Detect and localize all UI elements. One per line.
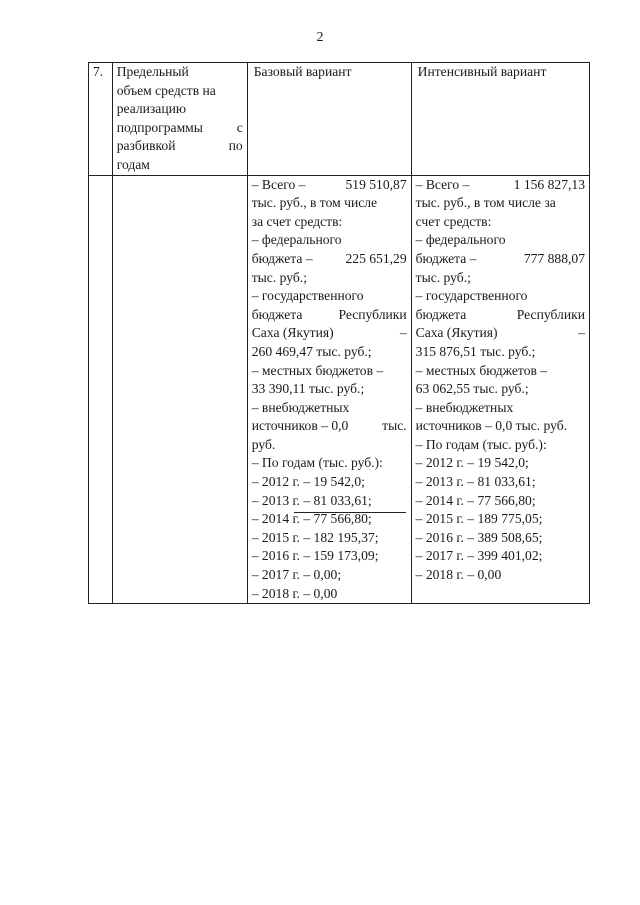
row-number-cell	[89, 63, 113, 176]
base-sakha-b: –	[399, 325, 407, 341]
base-years-heading: – По годам (тыс. руб.):	[251, 455, 383, 471]
intensive-year-item: – 2016 г. – 389 508,65;	[415, 529, 543, 545]
table-row	[89, 63, 590, 176]
funding-table	[88, 62, 590, 604]
intensive-year-item: – 2013 г. – 81 033,61;	[415, 474, 536, 490]
intensive-year-item: – 2014 г. – 77 566,80;	[415, 492, 536, 508]
row-label-cell	[112, 63, 247, 176]
intensive-year-item: – 2012 г. – 19 542,0;	[415, 455, 529, 471]
base-line: – местных бюджетов –	[251, 362, 384, 378]
label-line-5-end: по	[228, 138, 243, 154]
label-line-6: годам	[116, 156, 150, 172]
base-line: – внебюджетных	[251, 399, 350, 415]
base-republic-a: бюджета	[251, 306, 303, 322]
intensive-republic-a: бюджета	[415, 306, 467, 322]
label-line-4-word: подпрограммы	[116, 119, 203, 135]
table-row	[89, 175, 590, 604]
base-sources-a: источников – 0,0	[251, 418, 349, 434]
base-year-item: – 2015 г. – 182 195,37;	[251, 529, 379, 545]
base-sakha-a: Саха (Якутия)	[251, 325, 334, 341]
intensive-total-value: 1 156 827,13	[513, 176, 585, 192]
empty-cell	[89, 175, 113, 604]
base-federal-label: бюджета –	[251, 250, 313, 266]
intensive-total	[416, 176, 585, 195]
intensive-line: – внебюджетных	[415, 399, 514, 415]
intensive-line: – местных бюджетов –	[415, 362, 548, 378]
label-line-1: Предельный	[116, 64, 189, 79]
intensive-federal	[416, 250, 585, 269]
base-line: 33 390,11 тыс. руб.;	[251, 381, 365, 397]
intensive-year-item: – 2015 г. – 189 775,05;	[415, 511, 543, 527]
intensive-years-heading: – По годам (тыс. руб.):	[415, 436, 547, 452]
base-federal-value: 225 651,29	[345, 250, 407, 266]
row-number: 7.	[93, 64, 104, 79]
intensive-variant-cell	[411, 63, 589, 176]
intensive-year-item: – 2018 г. – 0,00	[415, 567, 502, 583]
base-total-label: – Всего –	[251, 176, 306, 192]
label-line-5-word: разбивкой	[116, 138, 176, 154]
intensive-sakha	[416, 324, 585, 343]
label-line-2: объем средств на	[116, 82, 216, 98]
intensive-line: тыс. руб.;	[415, 269, 471, 285]
base-line: тыс. руб., в том числе	[251, 195, 378, 211]
intensive-federal-label: бюджета –	[415, 250, 477, 266]
base-year-item: – 2013 г. – 81 033,61;	[251, 492, 372, 508]
base-line: – федерального	[251, 232, 342, 248]
intensive-federal-value: 777 888,07	[523, 250, 585, 266]
base-year-item: – 2014 г. – 77 566,80;	[251, 511, 372, 527]
intensive-sakha-a: Саха (Якутия)	[415, 325, 498, 341]
intensive-variant-header: Интенсивный вариант	[417, 64, 547, 79]
intensive-total-label: – Всего –	[415, 176, 470, 192]
base-sources	[252, 417, 407, 436]
intensive-line: счет средств:	[415, 213, 492, 229]
label-line-4-end: с	[236, 119, 243, 135]
base-line: 260 469,47 тыс. руб.;	[251, 343, 372, 359]
intensive-line: – федерального	[415, 232, 506, 248]
intensive-republic-b: Республики	[516, 306, 585, 322]
base-year-item: – 2018 г. – 0,00	[251, 585, 338, 601]
base-sakha	[252, 324, 407, 343]
intensive-variant-body	[411, 175, 589, 604]
base-line: тыс. руб.;	[251, 269, 307, 285]
empty-cell	[112, 175, 247, 604]
label-line-3: реализацию	[116, 101, 187, 117]
intensive-line: 315 876,51 тыс. руб.;	[415, 343, 536, 359]
base-line: за счет средств:	[251, 213, 343, 229]
base-year-item: – 2016 г. – 159 173,09;	[251, 548, 379, 564]
base-total-value: 519 510,87	[345, 176, 407, 192]
base-line: руб.	[251, 436, 276, 452]
base-year-item: – 2017 г. – 0,00;	[251, 567, 342, 583]
label-line-4	[117, 119, 243, 138]
base-republic	[252, 306, 407, 325]
intensive-year-item: – 2017 г. – 399 401,02;	[415, 548, 543, 564]
footer-divider	[294, 512, 406, 513]
base-republic-b: Республики	[338, 306, 407, 322]
intensive-line: 63 062,55 тыс. руб.;	[415, 381, 529, 397]
base-total	[252, 176, 407, 195]
intensive-sakha-b: –	[578, 325, 585, 341]
intensive-republic	[416, 306, 585, 325]
page-number: 2	[316, 30, 324, 45]
intensive-line: – государственного	[415, 288, 528, 304]
label-line-5	[117, 137, 243, 156]
intensive-line: тыс. руб., в том числе за	[415, 195, 556, 211]
base-federal	[252, 250, 407, 269]
base-variant-body	[247, 175, 411, 604]
base-year-item: – 2012 г. – 19 542,0;	[251, 474, 365, 490]
base-variant-header: Базовый вариант	[253, 64, 352, 79]
base-sources-b: тыс.	[382, 418, 407, 434]
base-variant-cell	[247, 63, 411, 176]
intensive-line: источников – 0,0 тыс. руб.	[415, 418, 568, 434]
base-line: – государственного	[251, 288, 364, 304]
